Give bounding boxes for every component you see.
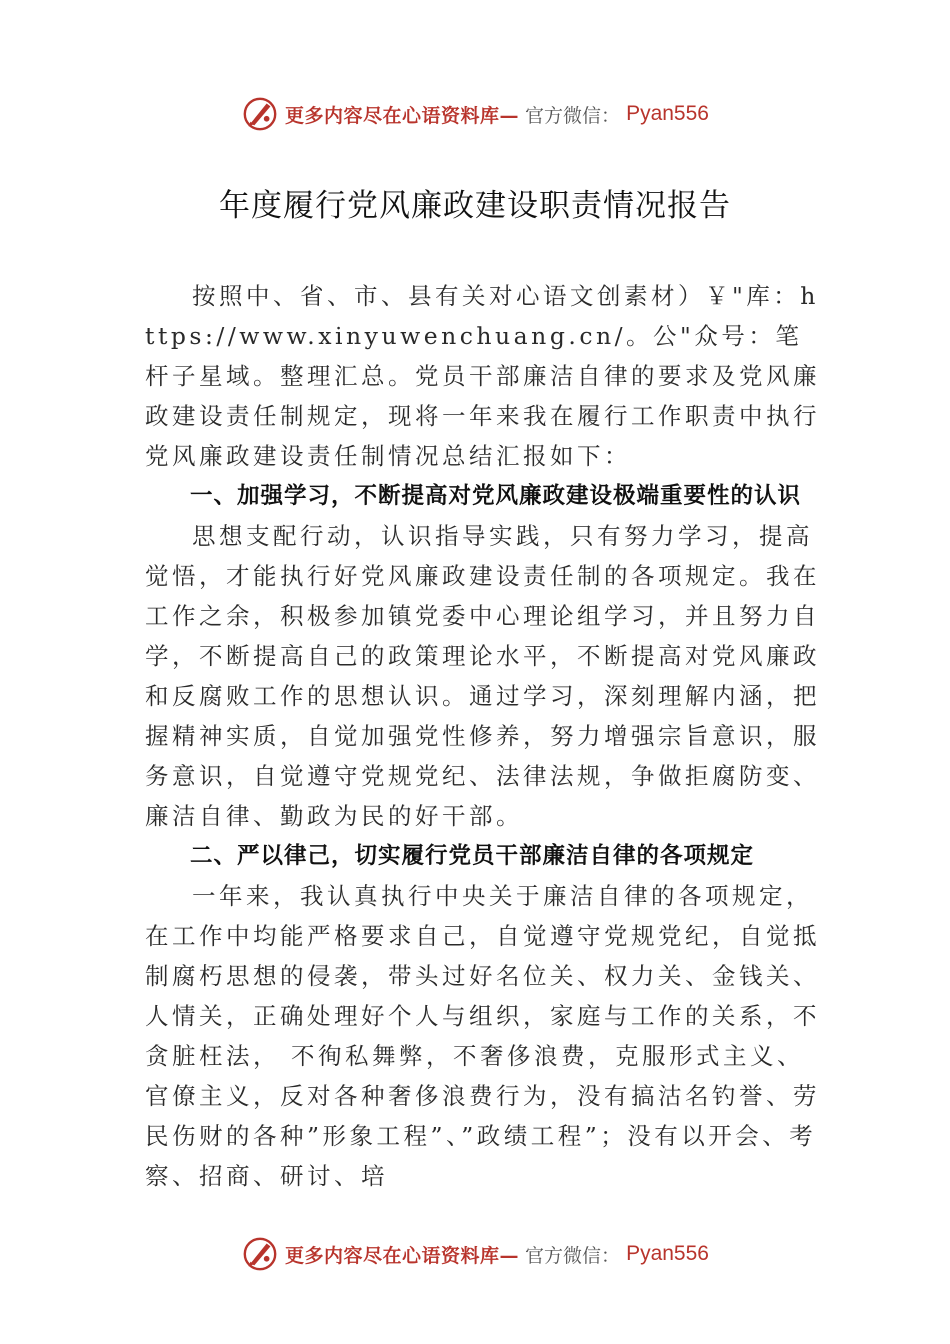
footer-wechat-id: Pyan556 xyxy=(626,1242,709,1265)
banner-text: 更多内容尽在心语资料库— xyxy=(285,104,520,127)
footer-wechat-label: 官方微信： xyxy=(525,1244,621,1267)
document-title: 年度履行党风廉政建设职责情况报告 xyxy=(219,188,731,224)
quill-pen-logo-icon xyxy=(241,95,279,133)
document-body xyxy=(145,276,825,1196)
section1-heading: 一、加强学习，不断提高对党风廉政建设极端重要性的认识 xyxy=(190,483,802,509)
section2-heading: 二、严以律己，切实履行党员干部廉洁自律的各项规定 xyxy=(190,843,755,869)
quill-pen-logo-icon xyxy=(241,1235,279,1273)
footer-watermark-banner xyxy=(0,1232,950,1276)
banner-wechat-label: 官方微信： xyxy=(525,104,621,127)
footer-banner-text: 更多内容尽在心语资料库— xyxy=(285,1244,520,1267)
section2-paragraph: 一年来，我认真执行中央关于廉洁自律的各项规定，在工作中均能严格要求自己，自觉遵守党规党纪，自觉抵制腐朽思想的侵袭，带头过好名位关、权力关、金钱关、人情关，正确处理好个人与组织，家庭与工作的关系，不贪脏枉法， 不徇私舞弊，不奢侈浪费，克服形式主义、官僚主义，反对各种奢侈浪费行为，没有搞沽名钓誉、劳民伤财的各种”形象工程”、”政绩工程”；没有以开会、考察、招商、研讨、培 xyxy=(145,882,820,1190)
banner-wechat-id: Pyan556 xyxy=(626,102,709,125)
header-watermark-banner xyxy=(0,92,950,136)
section1-paragraph: 思想支配行动，认识指导实践，只有努力学习，提高觉悟，才能执行好党风廉政建设责任制的各项规定。我在工作之余，积极参加镇党委中心理论组学习，并且努力自学，不断提高自己的政策理论水平，不断提高对党风廉政和反腐败工作的思想认识。通过学习，深刻理解内涵，把握精神实质，自觉加强党性修养，努力增强宗旨意识，服务意识，自觉遵守党规党纪、法律法规，争做拒腐防变、廉洁自律、勤政为民的好干部。 xyxy=(145,522,820,830)
intro-paragraph: 按照中、省、市、县有关对心语文创素材）￥"库：https://www.xinyuwenchuang.cn/。公"众号：笔杆子星域。整理汇总。党员干部廉洁自律的要求及党风廉政建设责任制规定，现将一年来我在履行工作职责中执行党风廉政建设责任制情况总结汇报如下： xyxy=(145,282,820,470)
